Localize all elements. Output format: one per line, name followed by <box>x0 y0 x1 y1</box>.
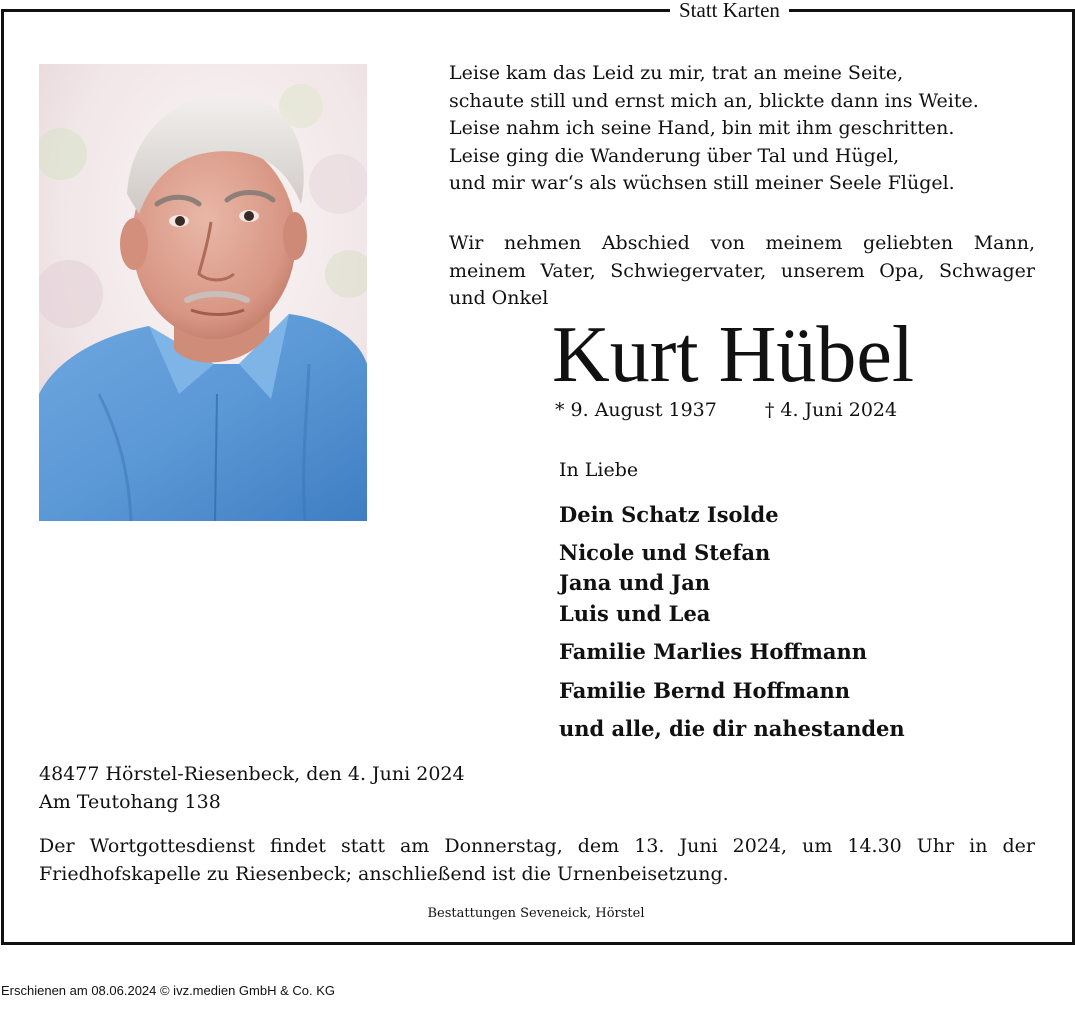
deceased-name: Kurt Hübel <box>552 311 915 399</box>
mourner-line: Familie Bernd Hoffmann <box>559 678 851 703</box>
poem-line: Leise nahm ich seine Hand, bin mit ihm geschritten. <box>449 117 955 139</box>
service-info <box>39 832 1035 888</box>
farewell-line: Wir nehmen Abschied von meinem geliebten Mann, <box>449 232 1035 254</box>
publication-note: Erschienen am 08.06.2024 © ivz.medien GmbH & Co. KG <box>1 983 336 998</box>
death-date: † 4. Juni 2024 <box>764 399 898 421</box>
header-label: Statt Karten <box>670 0 789 22</box>
mourner-line: und alle, die dir nahestanden <box>559 716 905 741</box>
poem-line: Leise ging die Wanderung über Tal und Hügel, <box>449 144 900 167</box>
portrait-photo <box>39 64 367 521</box>
mourner-line: Dein Schatz Isolde <box>559 502 779 527</box>
life-dates <box>555 396 897 424</box>
in-love-label: In Liebe <box>559 459 639 481</box>
service-line: Friedhofskapelle zu Riesenbeck; anschließend ist die Urnenbeisetzung. <box>39 863 729 885</box>
mourner-line: Jana und Jan <box>559 570 711 595</box>
place-date: 48477 Hörstel-Riesenbeck, den 4. Juni 2024 <box>39 763 465 785</box>
mourner-line: Familie Marlies Hoffmann <box>559 639 868 664</box>
service-line: Der Wortgottesdienst findet statt am Donnerstag, dem 13. Juni 2024, um 14.30 Uhr in der <box>39 835 1035 857</box>
birth-date: * 9. August 1937 <box>555 399 717 421</box>
poem-line: und mir war‘s als wüchsen still meiner Seele Flügel. <box>449 172 955 194</box>
address-block <box>39 760 465 816</box>
poem-line: Leise kam das Leid zu mir, trat an meine Seite, <box>449 62 904 84</box>
farewell-line: meinem Vater, Schwiegervater, unserem Opa, Schwager <box>449 259 1035 282</box>
undertaker-credit: Bestattungen Seveneick, Hörstel <box>427 906 645 921</box>
poem-line: schaute still und ernst mich an, blickte dann ins Weite. <box>449 89 979 112</box>
mourner-line: Luis und Lea <box>559 601 711 626</box>
poem <box>449 60 1039 198</box>
farewell-text <box>449 230 1035 313</box>
farewell-line: und Onkel <box>449 287 549 309</box>
mourner-line: Nicole und Stefan <box>559 540 771 565</box>
street-address: Am Teutohang 138 <box>39 791 221 813</box>
